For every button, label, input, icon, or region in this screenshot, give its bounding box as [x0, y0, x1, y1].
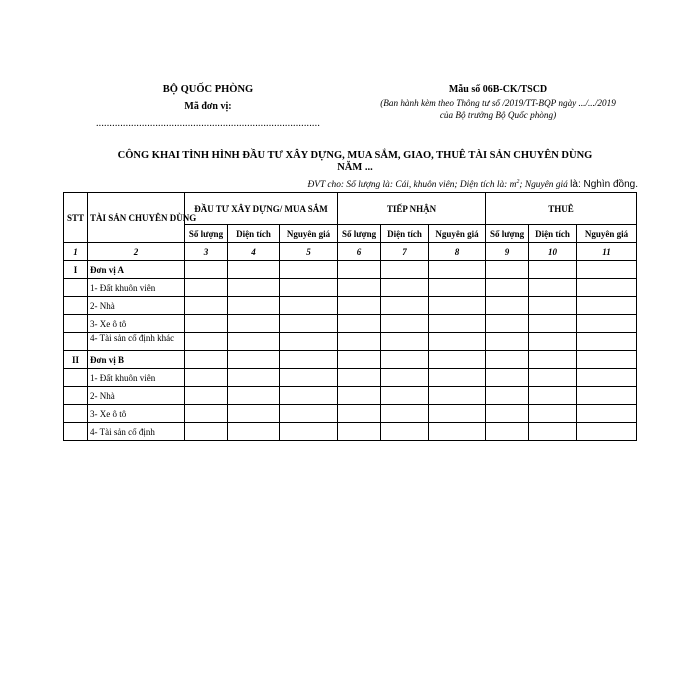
empty-cell[interactable]: [185, 369, 228, 387]
table-row: [64, 279, 637, 297]
asset-item: 4- Tài sản cố định khác: [88, 333, 185, 351]
stt-cell: [64, 333, 88, 351]
ministry-name: BỘ QUỐC PHÒNG: [162, 84, 254, 95]
empty-cell[interactable]: [577, 387, 637, 405]
empty-cell[interactable]: [429, 387, 486, 405]
header-stt: STT: [64, 193, 88, 243]
empty-cell[interactable]: [280, 405, 338, 423]
empty-cell[interactable]: [529, 315, 577, 333]
empty-cell[interactable]: [185, 405, 228, 423]
section-row: [64, 261, 637, 279]
empty-cell[interactable]: [577, 423, 637, 441]
section-name: Đơn vị A: [88, 261, 185, 279]
page-title: [60, 150, 650, 174]
empty-cell[interactable]: [577, 369, 637, 387]
empty-cell[interactable]: [486, 423, 529, 441]
asset-item: 1- Đất khuôn viên: [88, 369, 185, 387]
empty-cell[interactable]: [228, 369, 280, 387]
column-number: 10: [529, 243, 577, 261]
empty-cell[interactable]: [486, 279, 529, 297]
issued-note: [348, 97, 648, 121]
empty-cell[interactable]: [486, 297, 529, 315]
column-number: 1: [64, 243, 88, 261]
subheader-area: Diện tích: [228, 225, 280, 243]
form-info-block: [348, 84, 648, 121]
column-number: 8: [429, 243, 486, 261]
empty-cell[interactable]: [280, 423, 338, 441]
stt-cell: [64, 315, 88, 333]
column-number: 9: [486, 243, 529, 261]
table-body: [64, 261, 637, 441]
stt-cell: [64, 279, 88, 297]
asset-item: 2- Nhà: [88, 297, 185, 315]
column-number: 11: [577, 243, 637, 261]
unit-code-dots: ...................................................................................: [95, 118, 321, 129]
empty-cell[interactable]: [185, 423, 228, 441]
empty-cell[interactable]: [529, 333, 577, 351]
section-roman: II: [64, 351, 88, 369]
empty-cell[interactable]: [429, 423, 486, 441]
asset-item: 4- Tài sản cố định: [88, 423, 185, 441]
empty-cell[interactable]: [381, 333, 429, 351]
asset-item: 2- Nhà: [88, 387, 185, 405]
unit-code-label: Mã đơn vị:: [184, 101, 232, 112]
unit-note-currency: là: Nghìn đồng.: [570, 179, 638, 191]
empty-cell[interactable]: [486, 315, 529, 333]
empty-cell[interactable]: [529, 279, 577, 297]
empty-cell[interactable]: [338, 315, 381, 333]
column-number: 5: [280, 243, 338, 261]
empty-cell[interactable]: [280, 369, 338, 387]
empty-cell[interactable]: [280, 387, 338, 405]
empty-cell[interactable]: [228, 315, 280, 333]
empty-cell[interactable]: [429, 297, 486, 315]
empty-cell[interactable]: [529, 261, 577, 279]
empty-cell[interactable]: [529, 297, 577, 315]
empty-cell[interactable]: [486, 405, 529, 423]
header-group-rent: THUÊ: [486, 193, 637, 225]
unit-note-text: ĐVT cho: Số lượng là: Cái, khuôn viên; Diện tích là: m: [307, 180, 517, 191]
empty-cell[interactable]: [228, 423, 280, 441]
empty-cell[interactable]: [338, 423, 381, 441]
empty-cell[interactable]: [486, 333, 529, 351]
empty-cell[interactable]: [338, 387, 381, 405]
table-row: [64, 315, 637, 333]
empty-cell[interactable]: [429, 315, 486, 333]
empty-cell[interactable]: [280, 261, 338, 279]
unit-note: [308, 179, 638, 190]
subheader-original-cost: Nguyên giá: [577, 225, 637, 243]
empty-cell[interactable]: [577, 261, 637, 279]
asset-item: 1- Đất khuôn viên: [88, 279, 185, 297]
empty-cell[interactable]: [338, 279, 381, 297]
empty-cell[interactable]: [429, 351, 486, 369]
empty-cell[interactable]: [577, 297, 637, 315]
empty-cell[interactable]: [486, 369, 529, 387]
stt-cell: [64, 387, 88, 405]
empty-cell[interactable]: [185, 261, 228, 279]
empty-cell[interactable]: [381, 261, 429, 279]
empty-cell[interactable]: [228, 261, 280, 279]
stt-cell: [64, 405, 88, 423]
table-row: [64, 369, 637, 387]
empty-cell[interactable]: [280, 351, 338, 369]
unit-note-text-2: ; Nguyên giá: [519, 180, 571, 191]
empty-cell[interactable]: [185, 333, 228, 351]
empty-cell[interactable]: [338, 369, 381, 387]
subheader-quantity: Số lượng: [338, 225, 381, 243]
empty-cell[interactable]: [529, 423, 577, 441]
empty-cell[interactable]: [280, 333, 338, 351]
subheader-original-cost: Nguyên giá: [280, 225, 338, 243]
empty-cell[interactable]: [228, 351, 280, 369]
empty-cell[interactable]: [381, 279, 429, 297]
empty-cell[interactable]: [185, 297, 228, 315]
asset-item: 3- Xe ô tô: [88, 315, 185, 333]
empty-cell[interactable]: [429, 333, 486, 351]
section-row: [64, 351, 637, 369]
empty-cell[interactable]: [228, 279, 280, 297]
empty-cell[interactable]: [185, 315, 228, 333]
empty-cell[interactable]: [338, 261, 381, 279]
empty-cell[interactable]: [577, 405, 637, 423]
empty-cell[interactable]: [280, 315, 338, 333]
form-code: Mẫu số 06B-CK/TSCD: [448, 84, 548, 95]
empty-cell[interactable]: [577, 315, 637, 333]
empty-cell[interactable]: [381, 369, 429, 387]
empty-cell[interactable]: [228, 387, 280, 405]
empty-cell[interactable]: [381, 315, 429, 333]
empty-cell[interactable]: [381, 423, 429, 441]
empty-cell[interactable]: [280, 279, 338, 297]
column-number: 2: [88, 243, 185, 261]
empty-cell[interactable]: [429, 261, 486, 279]
title-line-1: CÔNG KHAI TÌNH HÌNH ĐẦU TƯ XÂY DỰNG, MUA SẮM, GIAO, THUÊ TÀI SẢN CHUYÊN DÙNG: [117, 150, 593, 161]
column-number-row: [64, 243, 637, 261]
empty-cell[interactable]: [338, 405, 381, 423]
empty-cell[interactable]: [228, 333, 280, 351]
empty-cell[interactable]: [185, 351, 228, 369]
stt-cell: [64, 369, 88, 387]
column-number: 4: [228, 243, 280, 261]
table-row: [64, 297, 637, 315]
empty-cell[interactable]: [185, 279, 228, 297]
issued-line-2: của Bộ trưởng Bộ Quốc phòng): [439, 110, 557, 120]
empty-cell[interactable]: [429, 279, 486, 297]
issuer-block: [64, 84, 352, 129]
empty-cell[interactable]: [338, 333, 381, 351]
empty-cell[interactable]: [381, 351, 429, 369]
empty-cell[interactable]: [529, 387, 577, 405]
subheader-original-cost: Nguyên giá: [429, 225, 486, 243]
empty-cell[interactable]: [486, 351, 529, 369]
empty-cell[interactable]: [529, 351, 577, 369]
table-row: [64, 405, 637, 423]
subheader-quantity: Số lượng: [486, 225, 529, 243]
assets-table: [63, 192, 637, 441]
empty-cell[interactable]: [381, 297, 429, 315]
empty-cell[interactable]: [338, 351, 381, 369]
header-group-investment: ĐẦU TƯ XÂY DỰNG/ MUA SẮM: [185, 193, 338, 225]
title-line-2: NĂM ...: [337, 162, 373, 173]
column-number: 3: [185, 243, 228, 261]
section-roman: I: [64, 261, 88, 279]
empty-cell[interactable]: [529, 369, 577, 387]
table-row: [64, 333, 637, 351]
empty-cell[interactable]: [280, 297, 338, 315]
subheader-area: Diện tích: [381, 225, 429, 243]
empty-cell[interactable]: [486, 387, 529, 405]
empty-cell[interactable]: [529, 405, 577, 423]
empty-cell[interactable]: [577, 333, 637, 351]
header-group-receive: TIẾP NHẬN: [338, 193, 486, 225]
asset-item: 3- Xe ô tô: [88, 405, 185, 423]
empty-cell[interactable]: [429, 369, 486, 387]
empty-cell[interactable]: [429, 405, 486, 423]
empty-cell[interactable]: [486, 261, 529, 279]
stt-cell: [64, 297, 88, 315]
table-row: [64, 423, 637, 441]
issued-line-1: (Ban hành kèm theo Thông tư số /2019/TT-BQP ngày .../.../2019: [380, 98, 616, 108]
empty-cell[interactable]: [228, 405, 280, 423]
section-name: Đơn vị B: [88, 351, 185, 369]
table-row: [64, 387, 637, 405]
stt-cell: [64, 423, 88, 441]
empty-cell[interactable]: [228, 297, 280, 315]
subheader-area: Diện tích: [529, 225, 577, 243]
empty-cell[interactable]: [381, 387, 429, 405]
empty-cell[interactable]: [338, 297, 381, 315]
empty-cell[interactable]: [577, 279, 637, 297]
subheader-quantity: Số lượng: [185, 225, 228, 243]
header-asset: TÀI SẢN CHUYÊN DÙNG: [88, 193, 185, 243]
column-number: 6: [338, 243, 381, 261]
empty-cell[interactable]: [381, 405, 429, 423]
unit-note-superscript: 2: [516, 179, 520, 185]
column-number: 7: [381, 243, 429, 261]
empty-cell[interactable]: [185, 387, 228, 405]
empty-cell[interactable]: [577, 351, 637, 369]
